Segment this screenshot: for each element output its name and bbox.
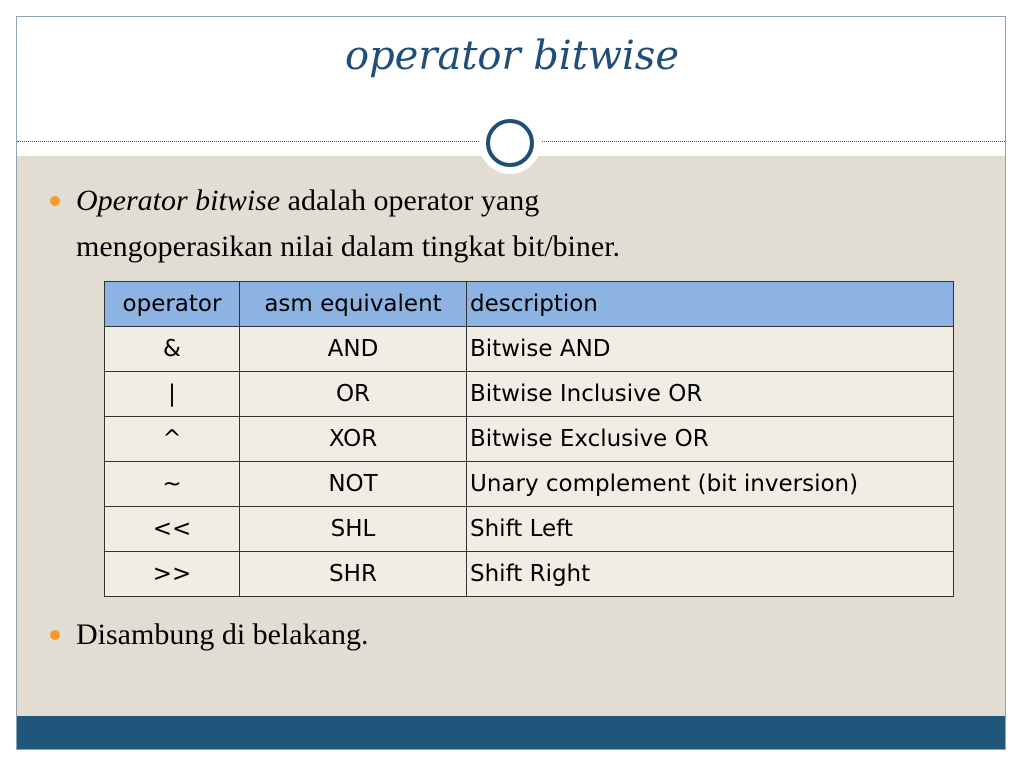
bullet-dot-icon [50,630,60,640]
footer-bar [17,716,1005,749]
ring-icon [486,119,534,167]
cell-operator: << [105,507,240,552]
cell-operator: ^ [105,417,240,462]
operator-table [104,281,954,597]
table-header-row [105,282,954,327]
cell-asm: XOR [240,417,467,462]
cell-description: Unary complement (bit inversion) [467,462,954,507]
bullet-dot-icon [50,196,60,206]
cell-description: Shift Left [467,507,954,552]
cell-operator: >> [105,552,240,597]
bullet-1-line-2: mengoperasikan nilai dalam tingkat bit/biner. [76,230,621,263]
cell-asm: AND [240,327,467,372]
cell-operator: | [105,372,240,417]
cell-asm: SHR [240,552,467,597]
cell-description: Bitwise Inclusive OR [467,372,954,417]
circle-ornament-icon [479,112,541,174]
cell-operator: ~ [105,462,240,507]
cell-asm: OR [240,372,467,417]
bullet-2: Disambung di belakang. [76,618,369,651]
table-row [105,507,954,552]
table-row [105,327,954,372]
bullet-1 [76,180,539,222]
cell-asm: SHL [240,507,467,552]
header-description: description [467,282,954,327]
cell-description: Shift Right [467,552,954,597]
cell-description: Bitwise AND [467,327,954,372]
header-asm-equivalent: asm equivalent [240,282,467,327]
table-row [105,417,954,462]
bullet-1-italic: Operator bitwise [76,184,281,217]
table-row [105,372,954,417]
bullet-1-rest: adalah operator yang [280,184,540,217]
cell-description: Bitwise Exclusive OR [467,417,954,462]
table-row [105,552,954,597]
table-row [105,462,954,507]
header-operator: operator [105,282,240,327]
cell-asm: NOT [240,462,467,507]
cell-operator: & [105,327,240,372]
slide-title: operator bitwise [344,33,680,79]
